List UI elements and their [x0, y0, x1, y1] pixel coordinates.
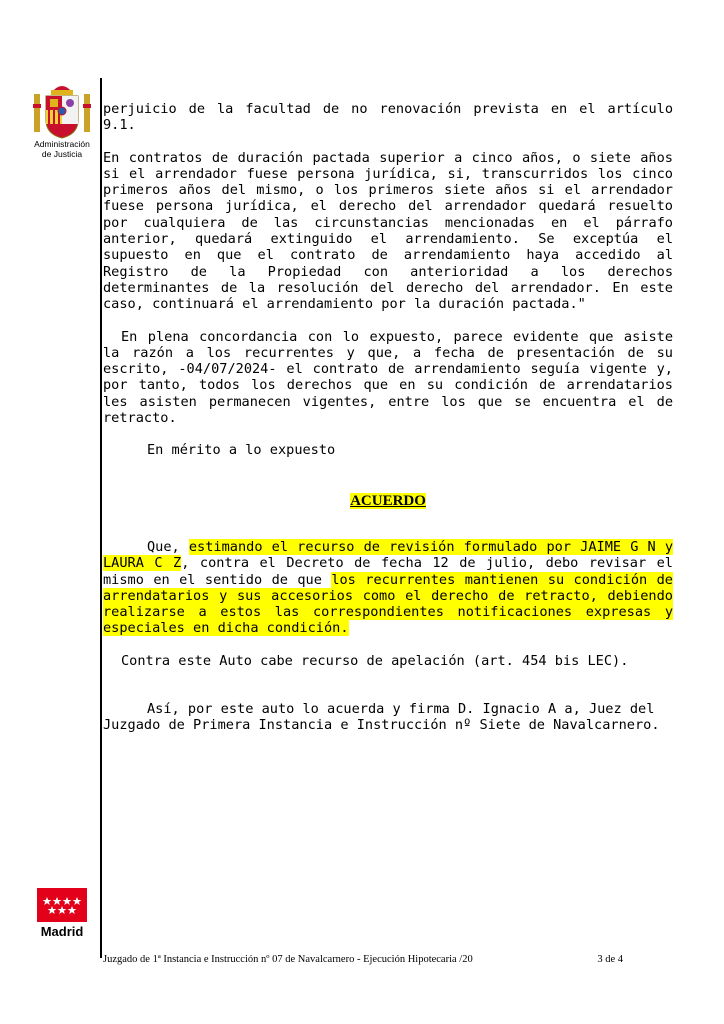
- paragraph-5: [103, 539, 673, 637]
- admin-line-1: Administración: [34, 139, 90, 149]
- paragraph-3: En plena concordancia con lo expuesto, parece evidente que asiste la razón a los recurrentes y que, a fecha de presentación de su escrito, -04/07/2024- el contrato de arrendamiento seguía vigente y, por tanto, todos los derechos que en su condición de arrendatarios les asisten permanecen vigentes, entre los que se encuentra el de retracto.: [103, 328, 673, 427]
- page-number: 3 de 4: [597, 954, 623, 965]
- paragraph-4: En mérito a lo expuesto: [147, 442, 336, 459]
- madrid-flag-logo: [37, 888, 87, 922]
- paragraph-6: Contra este Auto cabe recurso de apelación (art. 454 bis LEC).: [121, 652, 629, 669]
- highlight-appellants: estimando el recurso de revisión formulado por JAIME G N y LAURA C Z: [103, 538, 674, 572]
- paragraph-5-lead: Que,: [147, 538, 189, 555]
- admin-line-2: de Justicia: [41, 149, 83, 159]
- paragraph-5-middle: , contra el Decreto de fecha 12 de julio, debo revisar el mismo en el sentido de que: [103, 555, 673, 588]
- madrid-label: Madrid: [40, 924, 84, 939]
- footer-court: Juzgado de 1ª Instancia e Instrucción nº 07 de Navalcarnero - Ejecución Hipotecaria /20: [103, 954, 473, 965]
- paragraph-7: Así, por este auto lo acuerda y firma D. Ignacio A a, Juez del Juzgado de Primera Instancia e Instrucción nº Siete de Navalcarnero.: [103, 701, 660, 734]
- page-footer: [103, 954, 623, 965]
- paragraph-1: perjuicio de la facultad de no renovación prevista en el artículo 9.1.: [103, 101, 673, 134]
- coat-of-arms-logo: [32, 80, 92, 140]
- acuerdo-heading: ACUERDO: [350, 492, 426, 509]
- highlight-ruling: los recurrentes mantienen su condición de arrendatarios y sus accesorios como el derecho de retracto, debiendo realizarse a estos las correspondientes notificaciones expresas y especiales en dicha condición.: [103, 571, 673, 637]
- administration-label: [28, 139, 96, 159]
- margin-rule: [100, 78, 102, 958]
- document-body: [103, 101, 673, 734]
- section-heading: [103, 493, 673, 509]
- paragraph-2: En contratos de duración pactada superior a cinco años, o siete años si el arrendador fuese persona jurídica, si, transcurridos los cinco primeros años del mismo, o los primeros siete años si el arrendador fuese persona jurídica, el derecho del arrendador quedará resuelto por cualquiera de las circunstancias mencionadas en el párrafo anterior, quedará extinguido el arrendamiento. Se exceptúa el supuesto en que el contrato de arrendamiento haya accedido al Registro de la Propiedad con anterioridad a los derechos determinantes de la resolución del derecho del arrendador. En este caso, continuará el arrendamiento por la duración pactada.": [103, 149, 673, 313]
